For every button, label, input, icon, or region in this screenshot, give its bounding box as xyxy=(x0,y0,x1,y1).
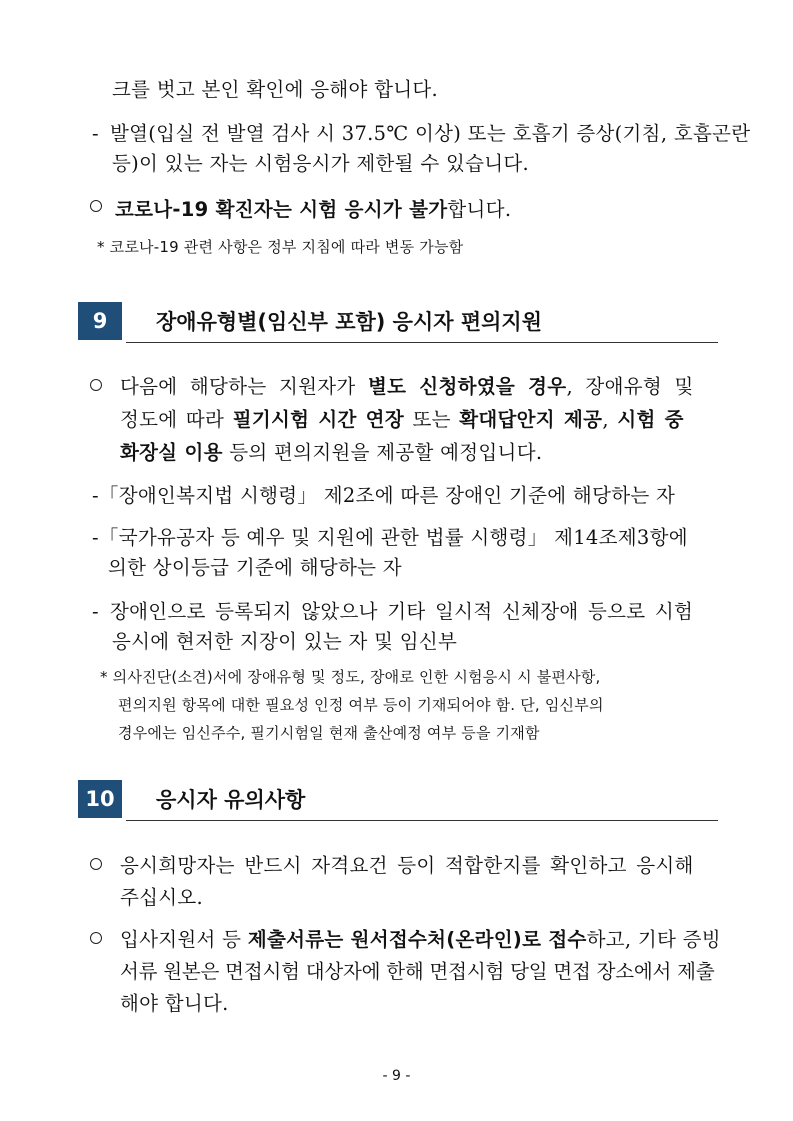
note-asterisk: * xyxy=(100,668,108,686)
note-text: 편의지원 항목에 대한 필요성 인정 여부 등이 기재되어야 함. 단, 임신부의 xyxy=(118,696,604,714)
paragraph-line xyxy=(120,437,542,465)
text-line: 크를 벗고 본인 확인에 응해야 합니다. xyxy=(112,78,439,101)
note-asterisk: * xyxy=(97,238,105,256)
dash-marker: - xyxy=(92,600,99,623)
bullet-circle-icon xyxy=(90,200,102,212)
covid-notice xyxy=(115,194,511,222)
section-title: 장애유형별(임신부 포함) 응시자 편의지원 xyxy=(156,310,542,334)
section-number: 9 xyxy=(78,302,122,340)
text-span: 입사지원서 등 xyxy=(120,928,248,951)
text-line: 발열(입실 전 발열 검사 시 37.5℃ 이상) 또는 호흡기 증상(기침, 호흡곤란 xyxy=(110,122,751,145)
bold-text: 별도 신청하였을 경우 xyxy=(368,375,567,398)
paragraph-line xyxy=(120,371,694,399)
text-span: , xyxy=(602,408,618,431)
text-line: 의한 상이등급 기준에 해당하는 자 xyxy=(108,556,402,579)
note-text: 의사진단(소견)서에 장애유형 및 정도, 장애로 인한 시험응시 시 불편사항, xyxy=(112,668,601,686)
section-divider xyxy=(126,342,718,343)
paragraph-line xyxy=(120,924,721,952)
bullet-circle-icon xyxy=(90,379,102,391)
dash-marker: - xyxy=(92,122,99,145)
paragraph-line: 주십시오. xyxy=(120,886,204,909)
text-span: 하고, 기타 증빙 xyxy=(586,928,721,951)
bold-text: 시험 중 xyxy=(617,408,684,431)
dash-item xyxy=(92,596,693,624)
section-divider xyxy=(126,820,718,821)
dash-item: -「장애인복지법 시행령」 제2조에 따른 장애인 기준에 해당하는 자 xyxy=(92,484,676,507)
section-number: 10 xyxy=(78,780,122,818)
bold-text: 화장실 이용 xyxy=(120,441,223,464)
text-line: 등)이 있는 자는 시험응시가 제한될 수 있습니다. xyxy=(112,152,530,175)
section-header-10 xyxy=(78,780,718,820)
bold-text: 코로나-19 확진자는 시험 응시가 불가 xyxy=(115,198,448,221)
text-line: 장애인으로 등록되지 않았으나 기타 일시적 신체장애 등으로 시험 xyxy=(110,600,694,623)
dash-item xyxy=(92,118,750,146)
text-line: 응시에 현저한 지장이 있는 자 및 임신부 xyxy=(112,630,458,653)
note xyxy=(97,236,463,257)
bold-text: 확대답안지 제공 xyxy=(459,408,603,431)
bullet-circle-icon xyxy=(90,932,102,944)
paragraph-line xyxy=(120,404,684,432)
note-text: 경우에는 임신주수, 필기시험일 현재 출산예정 여부 등을 기재함 xyxy=(118,724,540,742)
section-title: 응시자 유의사항 xyxy=(156,788,306,812)
note-text: 코로나-19 관련 사항은 정부 지침에 따라 변동 가능함 xyxy=(109,238,464,256)
text-span: 등의 편의지원을 제공할 예정입니다. xyxy=(222,441,543,464)
bold-text: 필기시험 시간 연장 xyxy=(232,408,404,431)
section-header-9 xyxy=(78,302,718,342)
dash-item: -「국가유공자 등 예우 및 지원에 관한 법률 시행령」 제14조제3항에 xyxy=(92,526,688,549)
paragraph-line: 해야 합니다. xyxy=(120,992,229,1015)
text-span: 정도에 따라 xyxy=(120,408,233,431)
bold-text: 제출서류는 원서접수처(온라인)로 접수 xyxy=(247,928,587,951)
text-span: 합니다. xyxy=(447,198,512,221)
text-span: 다음에 해당하는 지원자가 xyxy=(120,375,369,398)
text-span: 또는 xyxy=(403,408,460,431)
page-number: - 9 - xyxy=(382,1068,411,1084)
text-span: , 장애유형 및 xyxy=(566,375,694,398)
paragraph-line: 응시희망자는 반드시 자격요건 등이 적합한지를 확인하고 응시해 xyxy=(120,854,694,877)
paragraph-line: 서류 원본은 면접시험 대상자에 한해 면접시험 당일 면접 장소에서 제출 xyxy=(120,960,715,983)
note xyxy=(100,666,600,687)
bullet-circle-icon xyxy=(90,858,102,870)
